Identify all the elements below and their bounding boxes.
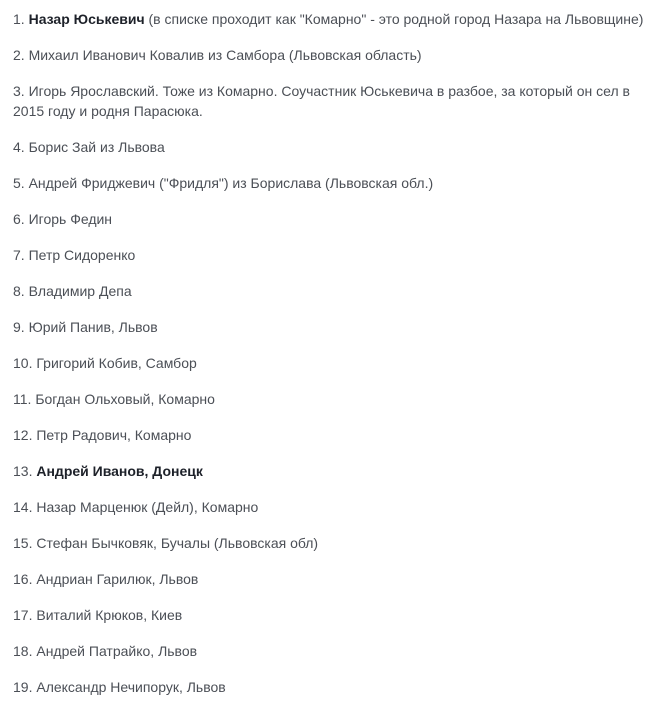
item-text: Андриан Гарилюк, Львов	[36, 571, 199, 587]
item-number: 19.	[13, 679, 37, 695]
item-number: 8.	[13, 283, 29, 299]
item-number: 3.	[13, 83, 29, 99]
list-item	[13, 605, 653, 625]
item-number: 9.	[13, 319, 29, 335]
item-text: Михаил Иванович Ковалив из Самбора (Львовская область)	[28, 47, 422, 63]
item-number: 1.	[13, 11, 29, 27]
item-text: Петр Сидоренко	[28, 247, 136, 263]
item-text: Назар Марценюк (Дейл), Комарно	[36, 499, 259, 515]
item-number: 11.	[13, 391, 36, 407]
list-item	[13, 353, 653, 373]
item-number: 5.	[13, 175, 29, 191]
item-number: 7.	[13, 247, 29, 263]
list-item	[13, 569, 653, 589]
list-item	[13, 641, 653, 661]
item-text: Игорь Ярославский. Тоже из Комарно. Соучастник Юськевича в разбое, за который он сел в 2015 году и родня Парасюка.	[13, 83, 630, 119]
item-text: Виталий Крюков, Киев	[36, 607, 183, 623]
list-item	[13, 137, 653, 157]
item-number: 10.	[13, 355, 37, 371]
item-number: 4.	[13, 139, 29, 155]
item-text: (в списке проходит как "Комарно" - это родной город Назара на Львовщине)	[144, 11, 644, 27]
list-item	[13, 317, 653, 337]
list-item	[13, 245, 653, 265]
list-item	[13, 533, 653, 553]
item-number: 16.	[13, 571, 37, 587]
item-text: Петр Радович, Комарно	[36, 427, 192, 443]
item-text: Стефан Бычковяк, Бучалы (Львовская обл)	[36, 535, 319, 551]
item-bold-name: Назар Юськевич	[28, 11, 145, 27]
list-item	[13, 45, 653, 65]
item-text: Александр Нечипорук, Львов	[36, 679, 226, 695]
list-item	[13, 209, 653, 229]
item-number: 13.	[13, 463, 37, 479]
item-number: 12.	[13, 427, 37, 443]
list-item	[13, 677, 653, 697]
list-item	[13, 281, 653, 301]
item-text: Владимир Депа	[28, 283, 132, 299]
item-text: Андрей Фриджевич ("Фридля") из Борислава (Львовская обл.)	[28, 175, 434, 191]
item-number: 18.	[13, 643, 37, 659]
item-text: Григорий Кобив, Самбор	[36, 355, 197, 371]
item-bold-name: Андрей Иванов, Донецк	[36, 463, 203, 479]
list-item	[13, 389, 653, 409]
item-number: 15.	[13, 535, 37, 551]
item-text: Андрей Патрайко, Львов	[36, 643, 198, 659]
item-text: Борис Зай из Львова	[28, 139, 165, 155]
list-item	[13, 461, 653, 481]
item-text: Богдан Ольховый, Комарно	[35, 391, 215, 407]
item-number: 6.	[13, 211, 29, 227]
list-item	[13, 9, 653, 29]
item-number: 2.	[13, 47, 29, 63]
list-item	[13, 425, 653, 445]
list-item	[13, 173, 653, 193]
list-item	[13, 497, 653, 517]
item-number: 17.	[13, 607, 37, 623]
list-item	[13, 81, 653, 121]
item-text: Юрий Панив, Львов	[28, 319, 158, 335]
item-text: Игорь Федин	[28, 211, 113, 227]
item-number: 14.	[13, 499, 37, 515]
